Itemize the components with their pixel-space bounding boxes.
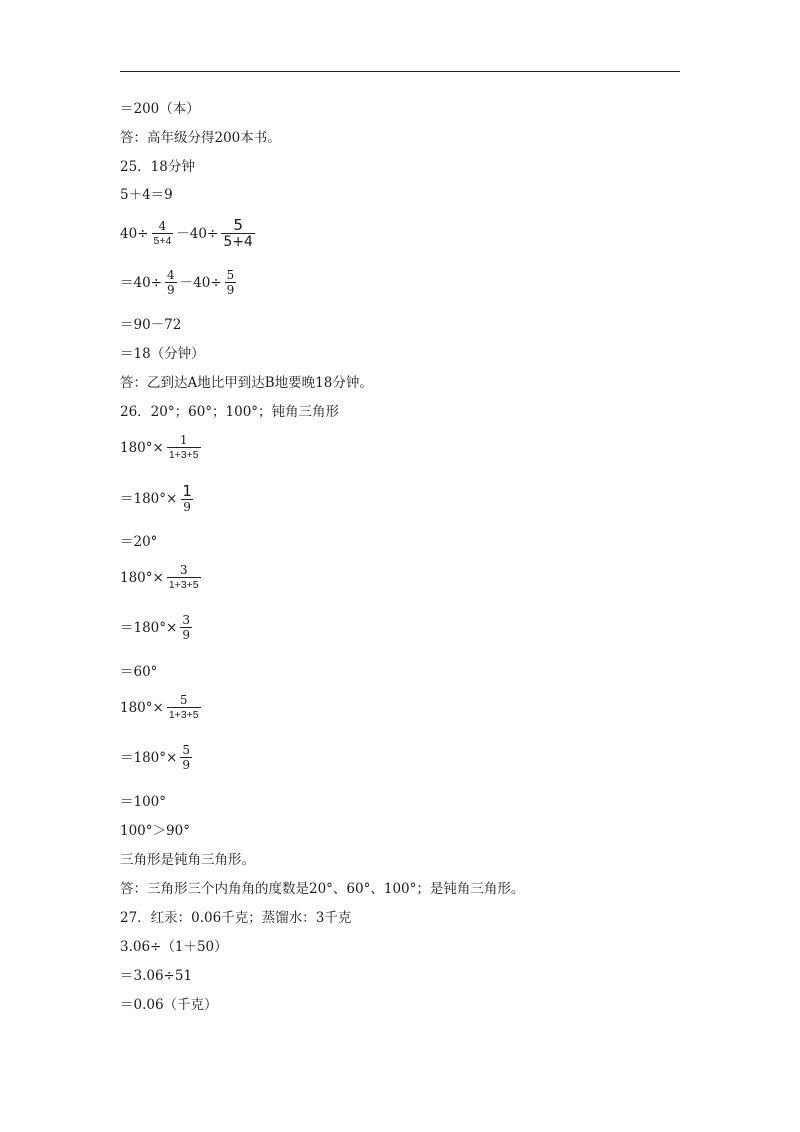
expr-text: 40÷ [120, 225, 149, 242]
fraction [167, 693, 201, 722]
text-line: 三角形是钝角三角形。 [120, 852, 255, 868]
numerator: 3 [182, 613, 190, 627]
text-line: 3.06÷（1＋50） [120, 939, 228, 955]
answer-line: 答：乙到达A地比甲到达B地要晚18分钟。 [120, 375, 373, 391]
header-rule [120, 71, 680, 72]
expr-text: ＝180°× [120, 490, 178, 507]
text-line: ＝3.06÷51 [120, 968, 193, 984]
fraction [180, 483, 194, 514]
fraction-expression [120, 743, 195, 772]
numerator: 4 [167, 268, 175, 282]
fraction [225, 268, 237, 297]
denominator: 9 [167, 283, 175, 297]
fraction [167, 433, 201, 462]
denominator: 5+4 [223, 234, 253, 250]
text-line: ＝60° [120, 664, 158, 680]
fraction [180, 743, 192, 772]
expr-text: 180°× [120, 569, 164, 586]
denominator: 9 [182, 758, 190, 772]
fraction [221, 217, 255, 250]
numerator: 5 [226, 268, 235, 282]
denominator: 9 [182, 628, 190, 642]
text-line: ＝90－72 [120, 317, 182, 333]
problem-26-heading: 26．20°；60°；100°；钝角三角形 [120, 404, 340, 420]
fraction-expression [120, 613, 195, 642]
expr-text: ＝40÷ [120, 274, 162, 291]
denominator: 9 [183, 500, 191, 514]
denominator: 1+3+5 [168, 449, 199, 461]
text-line: 100°＞90° [120, 823, 190, 839]
problem-25-heading: 25．18分钟 [120, 159, 195, 175]
text-line: 5＋4＝9 [120, 187, 173, 203]
denominator: 5+4 [153, 235, 172, 247]
expr-text: ＝180°× [120, 619, 178, 636]
text-line: ＝0.06（千克） [120, 997, 218, 1013]
denominator: 9 [226, 283, 235, 297]
expr-text: －40÷ [179, 274, 222, 291]
answer-line: 答：三角形三个内角角的度数是20°、60°、100°；是钝角三角形。 [120, 881, 525, 897]
problem-27-heading: 27．红汞：0.06千克；蒸馏水：3千克 [120, 910, 352, 926]
fraction-expression [120, 693, 204, 722]
answer-line: 答：高年级分得200本书。 [120, 130, 281, 146]
fraction [180, 613, 192, 642]
expr-text: 180°× [120, 439, 164, 456]
fraction [165, 268, 177, 297]
numerator: 4 [158, 219, 167, 233]
text-line: ＝20° [120, 534, 158, 550]
numerator: 3 [179, 563, 188, 577]
numerator: 5 [233, 216, 243, 234]
text-line: ＝200（本） [120, 101, 200, 117]
text-line: ＝100° [120, 794, 167, 810]
numerator: 5 [182, 743, 190, 757]
numerator: 1 [179, 433, 188, 447]
fraction-expression [120, 483, 197, 514]
fraction-expression [120, 268, 239, 297]
fraction-expression [120, 217, 258, 250]
text-line: ＝18（分钟） [120, 346, 205, 362]
fraction [167, 563, 201, 592]
expr-text: －40÷ [176, 225, 219, 242]
fraction-expression [120, 433, 204, 462]
denominator: 1+3+5 [168, 709, 199, 721]
fraction [152, 219, 174, 248]
denominator: 1+3+5 [168, 579, 199, 591]
numerator: 1 [182, 482, 192, 500]
expr-text: ＝180°× [120, 749, 178, 766]
fraction-expression [120, 563, 204, 592]
numerator: 5 [179, 693, 188, 707]
expr-text: 180°× [120, 699, 164, 716]
